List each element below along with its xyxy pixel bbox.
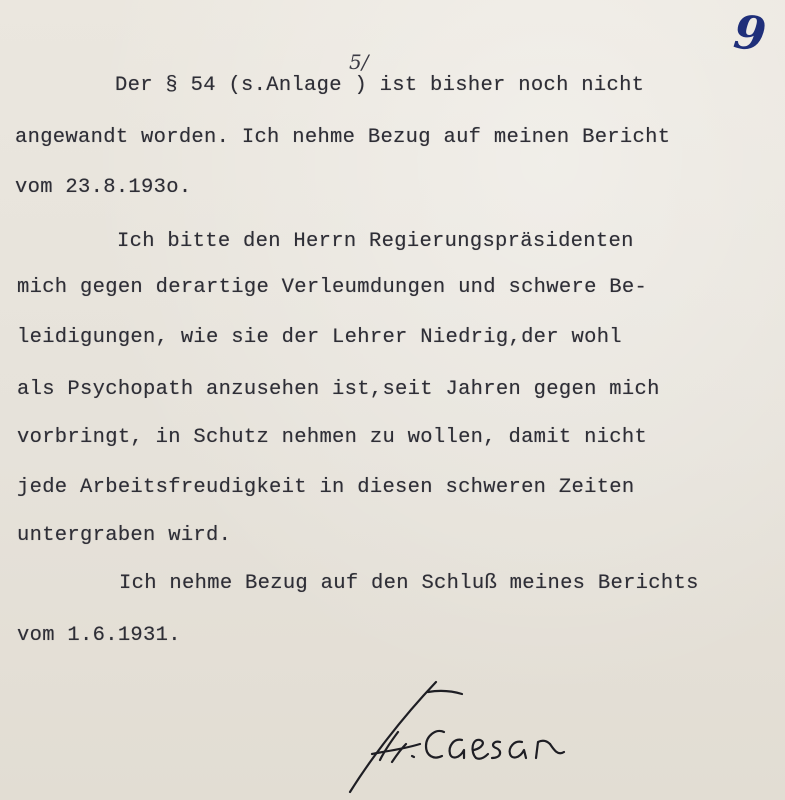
text-line: als Psychopath anzusehen ist,seit Jahren gegen mich [17, 378, 660, 401]
text-line: leidigungen, wie sie der Lehrer Niedrig,der wohl [17, 326, 622, 349]
text-line: untergraben wird. [17, 524, 232, 547]
text-line: mich gegen derartige Verleumdungen und schwere Be- [17, 276, 648, 299]
text-line: Der § 54 (s.Anlage ) ist bisher noch nicht [115, 74, 645, 97]
text-line: Ich nehme Bezug auf den Schluß meines Berichts [119, 572, 699, 595]
text-line: vorbringt, in Schutz nehmen zu wollen, damit nicht [17, 426, 648, 449]
handwritten-annotation: 5/ [349, 50, 369, 74]
handwritten-signature [340, 680, 590, 800]
text-line: Ich bitte den Herrn Regierungspräsidenten [117, 230, 634, 253]
text-line: jede Arbeitsfreudigkeit in diesen schweren Zeiten [17, 476, 635, 499]
text-line: vom 23.8.193o. [15, 176, 192, 199]
text-line: angewandt worden. Ich nehme Bezug auf meinen Bericht [15, 126, 671, 149]
text-line: vom 1.6.1931. [17, 624, 181, 647]
page-folio-number: 9 [731, 4, 769, 62]
